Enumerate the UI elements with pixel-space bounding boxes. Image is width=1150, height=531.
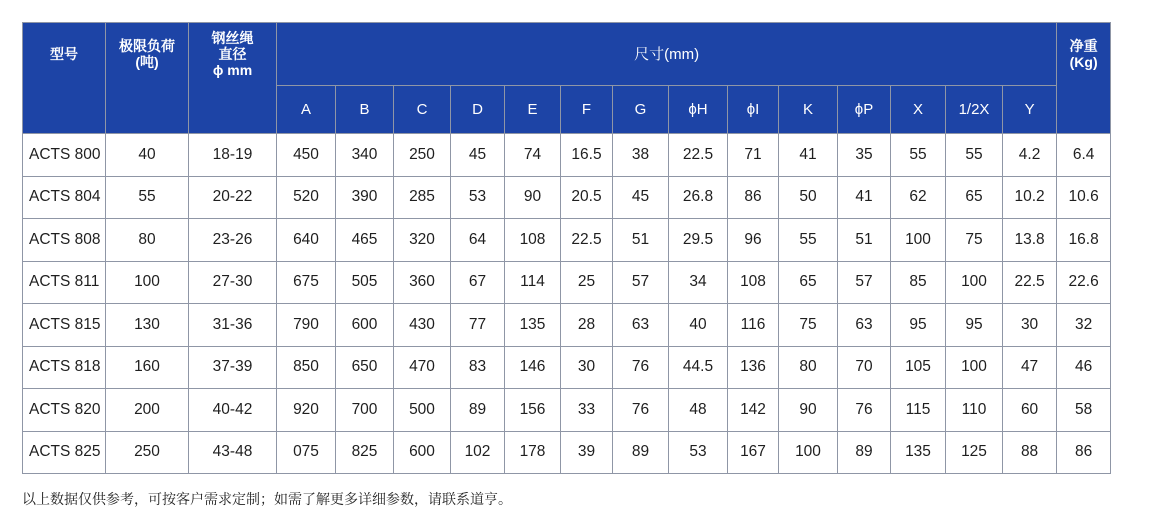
table-cell: 114 (505, 261, 561, 304)
table-cell: 51 (613, 219, 669, 262)
table-cell: 6.4 (1057, 134, 1111, 177)
table-cell: 33 (561, 389, 613, 432)
table-cell: 86 (728, 176, 779, 219)
table-cell: 250 (106, 431, 189, 474)
footnote: 以上数据仅供参考，可按客户需求定制；如需了解更多详细参数，请联系道亨。 (22, 492, 512, 508)
table-cell: 22.6 (1057, 261, 1111, 304)
table-cell: 160 (106, 346, 189, 389)
table-cell: 700 (336, 389, 394, 432)
table-cell: 57 (613, 261, 669, 304)
col-header-rope: 钢丝绳 直径 ϕ mm (189, 23, 277, 134)
table-cell: 96 (728, 219, 779, 262)
table-cell: 53 (451, 176, 505, 219)
table-cell: 075 (277, 431, 336, 474)
sub-col-header: E (505, 86, 561, 134)
table-cell: 30 (561, 346, 613, 389)
table-cell: 95 (946, 304, 1003, 347)
table-cell: 65 (779, 261, 838, 304)
sub-col-header: D (451, 86, 505, 134)
sub-col-header: X (891, 86, 946, 134)
table-cell: 110 (946, 389, 1003, 432)
col-header-model: 型号 (23, 23, 106, 134)
table-cell: 178 (505, 431, 561, 474)
table-cell: 85 (891, 261, 946, 304)
table-cell: 600 (336, 304, 394, 347)
table-cell: 465 (336, 219, 394, 262)
table-cell: 80 (779, 346, 838, 389)
table-cell: 95 (891, 304, 946, 347)
table-cell: 76 (838, 389, 891, 432)
table-cell: 51 (838, 219, 891, 262)
table-cell: 80 (106, 219, 189, 262)
table-cell: 825 (336, 431, 394, 474)
table-cell: 142 (728, 389, 779, 432)
table-cell: 71 (728, 134, 779, 177)
table-cell: 67 (451, 261, 505, 304)
table-cell: 90 (505, 176, 561, 219)
table-cell: 13.8 (1003, 219, 1057, 262)
table-cell: 640 (277, 219, 336, 262)
table-cell: 50 (779, 176, 838, 219)
table-cell: 136 (728, 346, 779, 389)
table-cell: 167 (728, 431, 779, 474)
table-cell: 105 (891, 346, 946, 389)
table-cell: 76 (613, 389, 669, 432)
table-cell: 100 (946, 261, 1003, 304)
table-cell: 88 (1003, 431, 1057, 474)
model-cell: ACTS 818 (23, 346, 106, 389)
table-cell: 57 (838, 261, 891, 304)
table-cell: 37-39 (189, 346, 277, 389)
table-cell: 45 (613, 176, 669, 219)
table-cell: 40-42 (189, 389, 277, 432)
table-cell: 32 (1057, 304, 1111, 347)
table-row (23, 134, 1111, 177)
sub-col-header: C (394, 86, 451, 134)
table-cell: 100 (106, 261, 189, 304)
table-cell: 35 (838, 134, 891, 177)
table-cell: 100 (946, 346, 1003, 389)
table-cell: 55 (946, 134, 1003, 177)
model-cell: ACTS 811 (23, 261, 106, 304)
table-cell: 200 (106, 389, 189, 432)
table-cell: 4.2 (1003, 134, 1057, 177)
table-cell: 40 (106, 134, 189, 177)
table-cell: 30 (1003, 304, 1057, 347)
table-cell: 146 (505, 346, 561, 389)
table-cell: 320 (394, 219, 451, 262)
model-cell: ACTS 804 (23, 176, 106, 219)
table-cell: 65 (946, 176, 1003, 219)
table-cell: 43-48 (189, 431, 277, 474)
table-cell: 20-22 (189, 176, 277, 219)
sub-col-header: 1/2X (946, 86, 1003, 134)
table-row (23, 304, 1111, 347)
table-cell: 10.6 (1057, 176, 1111, 219)
sub-col-header: G (613, 86, 669, 134)
table-cell: 115 (891, 389, 946, 432)
sub-col-header: K (779, 86, 838, 134)
model-cell: ACTS 808 (23, 219, 106, 262)
table-cell: 75 (946, 219, 1003, 262)
table-cell: 77 (451, 304, 505, 347)
table-cell: 850 (277, 346, 336, 389)
table-cell: 89 (613, 431, 669, 474)
table-cell: 285 (394, 176, 451, 219)
table-cell: 76 (613, 346, 669, 389)
table-cell: 29.5 (669, 219, 728, 262)
spec-table (22, 22, 1111, 474)
table-cell: 55 (891, 134, 946, 177)
table-cell: 63 (838, 304, 891, 347)
table-cell: 430 (394, 304, 451, 347)
sub-col-header: F (561, 86, 613, 134)
header-row-main (23, 23, 1111, 86)
table-cell: 100 (779, 431, 838, 474)
model-cell: ACTS 825 (23, 431, 106, 474)
table-cell: 89 (838, 431, 891, 474)
table-cell: 31-36 (189, 304, 277, 347)
table-cell: 675 (277, 261, 336, 304)
table-cell: 38 (613, 134, 669, 177)
table-row (23, 219, 1111, 262)
table-cell: 28 (561, 304, 613, 347)
sub-col-header: ϕP (838, 86, 891, 134)
table-cell: 500 (394, 389, 451, 432)
table-cell: 27-30 (189, 261, 277, 304)
table-cell: 22.5 (669, 134, 728, 177)
table-row (23, 261, 1111, 304)
table-cell: 125 (946, 431, 1003, 474)
table-cell: 89 (451, 389, 505, 432)
table-cell: 58 (1057, 389, 1111, 432)
model-cell: ACTS 800 (23, 134, 106, 177)
table-cell: 340 (336, 134, 394, 177)
table-cell: 74 (505, 134, 561, 177)
table-cell: 55 (779, 219, 838, 262)
table-cell: 10.2 (1003, 176, 1057, 219)
table-row (23, 176, 1111, 219)
table-cell: 26.8 (669, 176, 728, 219)
model-cell: ACTS 820 (23, 389, 106, 432)
table-cell: 135 (505, 304, 561, 347)
table-cell: 44.5 (669, 346, 728, 389)
table-cell: 75 (779, 304, 838, 347)
table-cell: 790 (277, 304, 336, 347)
table-row (23, 431, 1111, 474)
table-cell: 40 (669, 304, 728, 347)
table-cell: 22.5 (1003, 261, 1057, 304)
table-cell: 16.8 (1057, 219, 1111, 262)
table-cell: 520 (277, 176, 336, 219)
col-header-load: 极限负荷 (吨) (106, 23, 189, 134)
table-cell: 23-26 (189, 219, 277, 262)
table-cell: 505 (336, 261, 394, 304)
table-cell: 46 (1057, 346, 1111, 389)
sub-col-header: B (336, 86, 394, 134)
table-cell: 22.5 (561, 219, 613, 262)
col-header-weight: 净重 (Kg) (1057, 23, 1111, 134)
table-cell: 60 (1003, 389, 1057, 432)
model-cell: ACTS 815 (23, 304, 106, 347)
table-cell: 20.5 (561, 176, 613, 219)
table-cell: 48 (669, 389, 728, 432)
table-cell: 45 (451, 134, 505, 177)
table-body (23, 134, 1111, 474)
table-cell: 920 (277, 389, 336, 432)
sub-col-header: ϕI (728, 86, 779, 134)
table-cell: 25 (561, 261, 613, 304)
table-cell: 130 (106, 304, 189, 347)
table-cell: 53 (669, 431, 728, 474)
sub-col-header: Y (1003, 86, 1057, 134)
table-cell: 90 (779, 389, 838, 432)
table-cell: 250 (394, 134, 451, 177)
table-cell: 41 (838, 176, 891, 219)
table-cell: 55 (106, 176, 189, 219)
table-cell: 450 (277, 134, 336, 177)
sub-col-header: ϕH (669, 86, 728, 134)
table-cell: 470 (394, 346, 451, 389)
table-cell: 102 (451, 431, 505, 474)
table-cell: 41 (779, 134, 838, 177)
table-cell: 16.5 (561, 134, 613, 177)
table-cell: 600 (394, 431, 451, 474)
table-cell: 108 (505, 219, 561, 262)
table-cell: 18-19 (189, 134, 277, 177)
table-cell: 86 (1057, 431, 1111, 474)
table-cell: 156 (505, 389, 561, 432)
table-cell: 100 (891, 219, 946, 262)
col-header-dimension: 尺寸(mm) (277, 23, 1057, 86)
table-cell: 135 (891, 431, 946, 474)
table-cell: 360 (394, 261, 451, 304)
table-cell: 108 (728, 261, 779, 304)
sub-col-header: A (277, 86, 336, 134)
table-cell: 34 (669, 261, 728, 304)
table-cell: 650 (336, 346, 394, 389)
table-cell: 62 (891, 176, 946, 219)
table-cell: 47 (1003, 346, 1057, 389)
table-cell: 83 (451, 346, 505, 389)
table-cell: 390 (336, 176, 394, 219)
table-cell: 64 (451, 219, 505, 262)
table-cell: 39 (561, 431, 613, 474)
table-row (23, 389, 1111, 432)
table-row (23, 346, 1111, 389)
table-cell: 63 (613, 304, 669, 347)
table-cell: 116 (728, 304, 779, 347)
table-cell: 70 (838, 346, 891, 389)
